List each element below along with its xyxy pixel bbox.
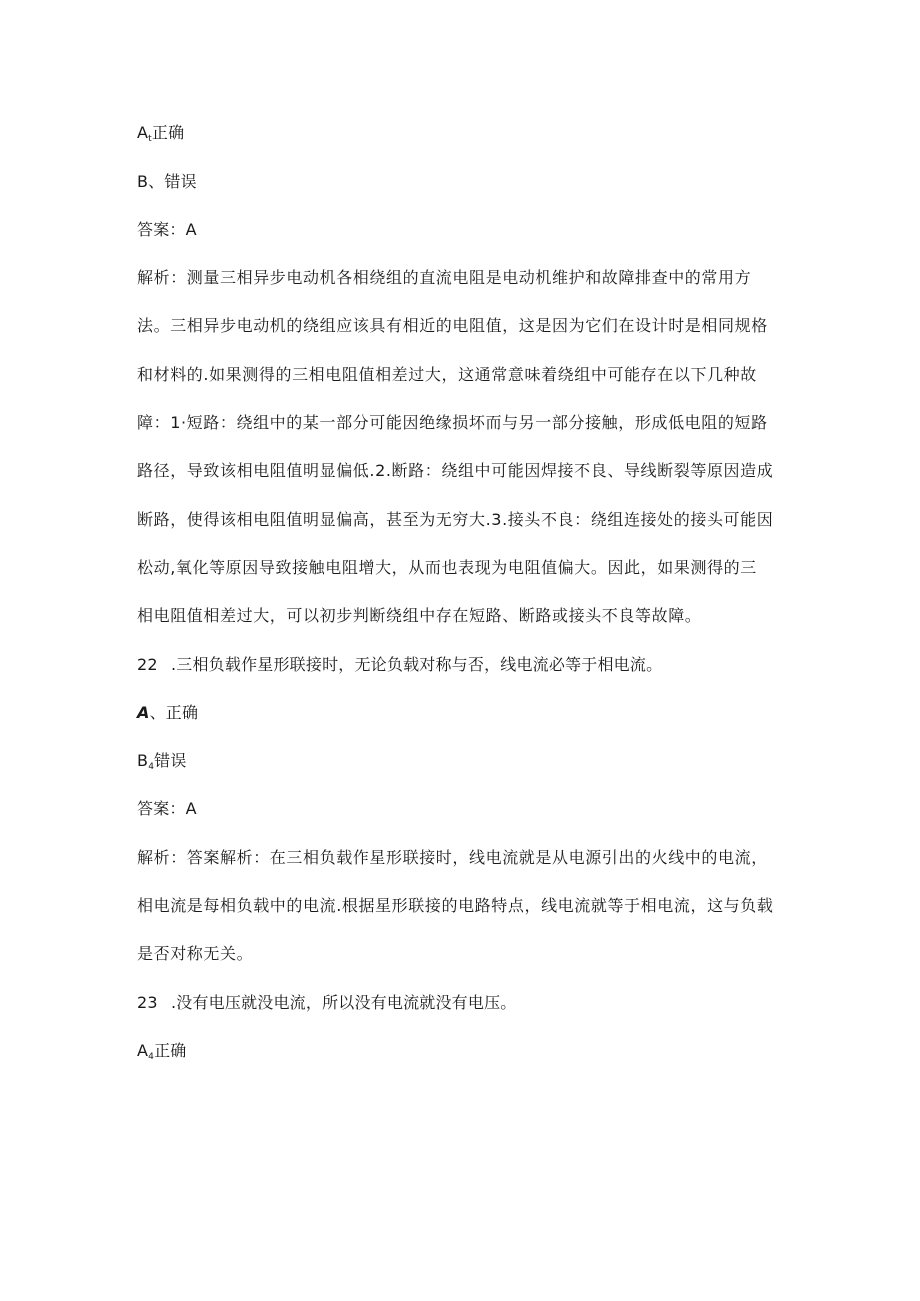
question-text: .三相负载作星形联接时，无论负载对称与否，线电流必等于相电流。 — [171, 655, 663, 674]
option-letter: B — [137, 751, 149, 770]
analysis-line: 法。三相异步电动机的绕组应该具有相近的电阻值，这是因为它们在设计时是相同规格 — [137, 316, 768, 335]
q22-question — [137, 655, 662, 675]
analysis-line: 路径，导致该相电阻值明显偏低.2.断路：绕组中可能因焊接不良、导线断裂等原因造成 — [137, 461, 774, 480]
analysis-line: 解析：测量三相异步电动机各相绕组的直流电阻是电动机维护和故障排查中的常用方 — [137, 268, 752, 287]
q22-option-a — [137, 703, 198, 723]
option-letter: A — [137, 703, 150, 722]
analysis-line: 是否对称无关。 — [137, 944, 254, 963]
question-number: 23 — [137, 993, 158, 1012]
q22-answer: 答案：A — [137, 799, 197, 818]
option-mark: t — [148, 134, 152, 144]
q21-answer: 答案：A — [137, 220, 197, 239]
option-mark: 4 — [148, 762, 155, 772]
analysis-line: 解析：答案解析：在三相负载作星形联接时，线电流就是从电源引出的火线中的电流， — [137, 848, 768, 867]
option-text: 、正确 — [149, 703, 199, 722]
q21-option-a — [137, 123, 184, 149]
q23-option-a — [137, 1041, 187, 1067]
option-text: 正确 — [154, 1041, 187, 1060]
option-text: 正确 — [151, 123, 185, 142]
analysis-line: 断路，使得该相电阻值明显偏高，甚至为无穷大.3.接头不良：绕组连接处的接头可能因 — [137, 510, 774, 529]
analysis-line: 障：1·短路：绕组中的某一部分可能因绝缘损坏而与另一部分接触，形成低电阻的短路 — [137, 413, 768, 432]
option-text: 错误 — [154, 751, 187, 770]
option-letter: A — [137, 123, 149, 142]
question-text: .没有电压就没电流，所以没有电流就没有电压。 — [171, 993, 517, 1012]
analysis-line: 和材料的.如果测得的三相电阻值相差过大，这通常意味着绕组中可能存在以下几种故 — [137, 365, 757, 384]
question-number: 22 — [137, 655, 158, 674]
option-mark: 4 — [148, 1052, 155, 1062]
option-letter: A — [137, 1041, 149, 1060]
analysis-line: 相电流是每相负载中的电流.根据星形联接的电路特点，线电流就等于相电流，这与负载 — [137, 896, 774, 915]
q22-option-b — [137, 751, 187, 777]
q21-option-b: B、错误 — [137, 172, 197, 191]
analysis-line: 松动,氧化等原因导致接触电阻增大，从而也表现为电阻值偏大。因此，如果测得的三 — [137, 558, 757, 577]
analysis-line: 相电阻值相差过大，可以初步判断绕组中存在短路、断路或接头不良等故障。 — [137, 606, 702, 625]
q23-question — [137, 993, 517, 1013]
